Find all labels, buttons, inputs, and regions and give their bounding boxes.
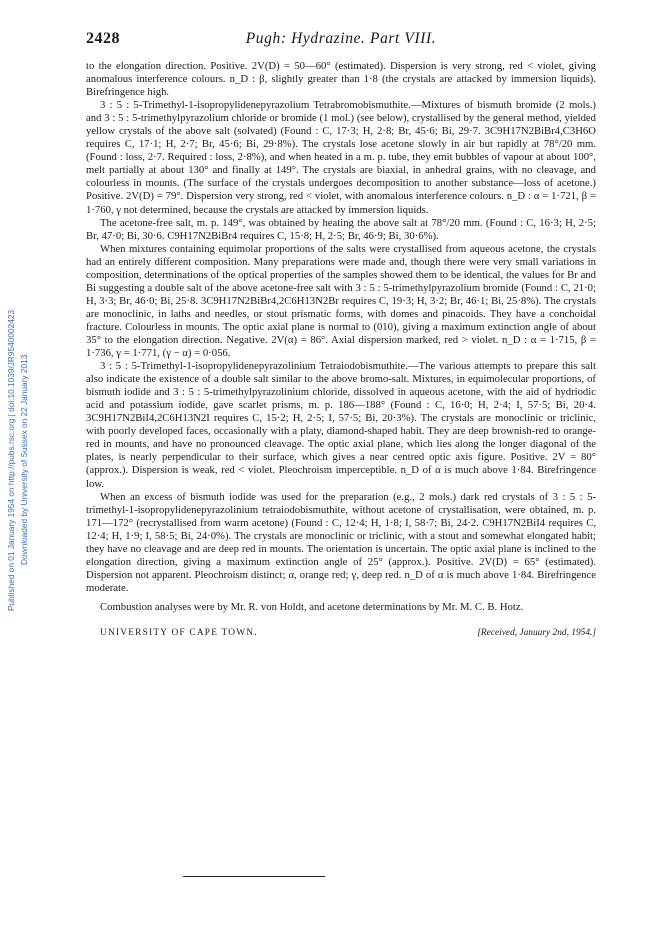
running-title: Pugh: Hydrazine. Part VIII. — [245, 30, 437, 47]
paragraph-tetrabromo-solvated: 3 : 5 : 5-Trimethyl-1-isopropylidenepyrazolium Tetrabromobismuthite.—Mixtures of bismuth bromide (2 mols.) and 3 : 5 : 5-trimethylpyrazolium chloride or bromide (1 mol.) (see below), crystallised by the general method, yielded yellow crystals of the above salt (solvated) (Found : C, 17·3; H, 2·8; Br, 45·6; Bi, 29·7. 3C9H17N2BiBr4,C3H6O requires C, 17·1; H, 2·7; Br, 45·6; Bi, 29·8%). The crystals lose acetone slowly in air but rapidly at 78°/20 mm. (Found : loss, 2·7. Required : loss, 2·8%), and when heated in a m. p. tube, they emit bubbles of vapour at about 100°, melt partially at about 130° and finally at 149°. The crystals are biaxial, in anhedral grains, with no cleavage, and colourless in mounts. (The surface of the crystals undergoes decomposition to another substance—loss of acetone.) Positive. 2V(D) = 79°. Dispersion very strong, red < violet, with anomalous interference colours. n_D : α = 1·721, β = 1·760, γ not determined, because the crystals are attacked by immersion liquids. — [86, 99, 596, 216]
publication-note: Published on 01 January 1954 on http://pubs.rsc.org | doi:10.1039/JR9540002423 — [6, 309, 16, 611]
paragraph-double-bromo-salt: When mixtures containing equimolar proportions of the salts were crystallised from aqueous acetone, the crystals had an entirely different composition. Many preparations were made and, though there were very small variations in composition, determinations of the optical properties of the samples showed them to be identical, the values for Br and Bi suggesting a double salt of the above acetone-free salt with 3 : 5 : 5-trimethylpyrazolium bromide (Found : C, 21·0; H, 3·3; Br, 46·0; Bi, 25·8. 3C9H17N2BiBr4,2C6H13N2Br requires C, 19·3; H, 3·2; Br, 46·1; Bi, 25·8%). The crystals are monoclinic, in laths and needles, or stout prismatic forms, with domes and pinacoids. They have a conchoidal fracture. Colourless in mounts. The optic axial plane is normal to (010), giving a maximum extinction angle of about 35° to the elongation direction. Negative. 2V(α) = 86°. Axial dispersion marked, red > violet. n_D : α = 1·715, β = 1·736, γ = 1·771, (γ − α) = 0·056. — [86, 242, 596, 360]
paragraph-acetone-free-salt: The acetone-free salt, m. p. 149°, was obtained by heating the above salt at 78°/20 mm. (Found : C, 16·3; H, 2·5; Br, 47·0; Bi, 30·6. C9H17N2BiBr4 requires C, 15·8; H, 2·5; Br, 46·9; Bi, 30·6%). — [86, 216, 596, 242]
paragraph-tetraiodo-double-salt: 3 : 5 : 5-Trimethyl-1-isopropylidenepyrazolinium Tetraiodobismuthite.—The various attempts to prepare this salt also indicate the existence of a double salt similar to the above bromo-salt. Mixtures, in equimolecular proportions, of bismuth iodide and 3 : 5 : 5-trimethylpyrazolinium chloride, dissolved in aqueous acetone, with the aid of hydriodic acid and potassium iodide, gave scarlet prisms, m. p. 186—188° (Found : C, 16·0; H, 2·4; I, 57·5; Bi, 20·4. 3C9H17N2BiI4,2C6H13N2I requires C, 15·2; H, 2·5; I, 57·5; Bi, 20·3%). The crystals are monoclinic or triclinic, with poorly developed faces, occasionally with a platy, diamond-shaped habit. They are deep brownish-red to orange-red in mounts, and have no pronounced cleavage. The optic axial plane, which lies along the longer diagonal of the plates, is nearly perpendicular to their surface, which gives a near centred optic axis figure. Positive. 2V = 80° (approx.). Dispersion is weak, red < violet. Pleochroism imperceptible. n_D of α is much above 1·84. Birefringence low. — [86, 360, 596, 490]
footer-row — [86, 628, 596, 642]
article-body — [86, 60, 596, 614]
paragraph-acknowledgements: Combustion analyses were by Mr. R. von Holdt, and acetone determinations by Mr. M. C. B. Hotz. — [100, 600, 524, 613]
received-date: [Received, January 2nd, 1954.] — [477, 627, 596, 638]
page-content — [86, 30, 596, 642]
page-number: 2428 — [86, 30, 120, 47]
affiliation: UNIVERSITY OF CAPE TOWN. — [100, 627, 258, 638]
end-rule — [183, 876, 325, 877]
running-head — [86, 30, 596, 56]
paragraph-continuation: to the elongation direction. Positive. 2V(D) = 50—60° (estimated). Dispersion is very strong, red < violet, giving anomalous interference colours. n_D : β, slightly greater than 1·8 (the crystals are attacked by immersion liquids). Birefringence high. — [86, 60, 596, 99]
download-note: Downloaded by University of Sussex on 22 January 2013 — [19, 354, 29, 566]
paragraph-tetraiodo-excess: When an excess of bismuth iodide was used for the preparation (e.g., 2 mols.) dark red crystals of 3 : 5 : 5-trimethyl-1-isopropylidenepyrazolinium tetraiodobismuthite, without acetone of crystallisation, were obtained, m. p. 171—172° (recrystallised from warm acetone) (Found : C, 12·4; H, 1·8; I, 58·7; Bi, 24·2. C9H17N2BiI4 requires C, 12·4; H, 1·9; I, 58·5; Bi, 24·0%). The crystals are monoclinic or triclinic, with a stout and somewhat elongated habit; they have no cleavage and are deep red in mounts. The orientation is uncertain. The optic axial plane is inclined to the elongation direction, giving a maximum extinction angle of 25° (approx.). Positive. 2V(D) = 65° (estimated). Dispersion not apparent. Pleochroism distinct; α, orange red; γ, deep red. n_D of α is much above 1·84. Birefringence moderate. — [86, 490, 596, 594]
